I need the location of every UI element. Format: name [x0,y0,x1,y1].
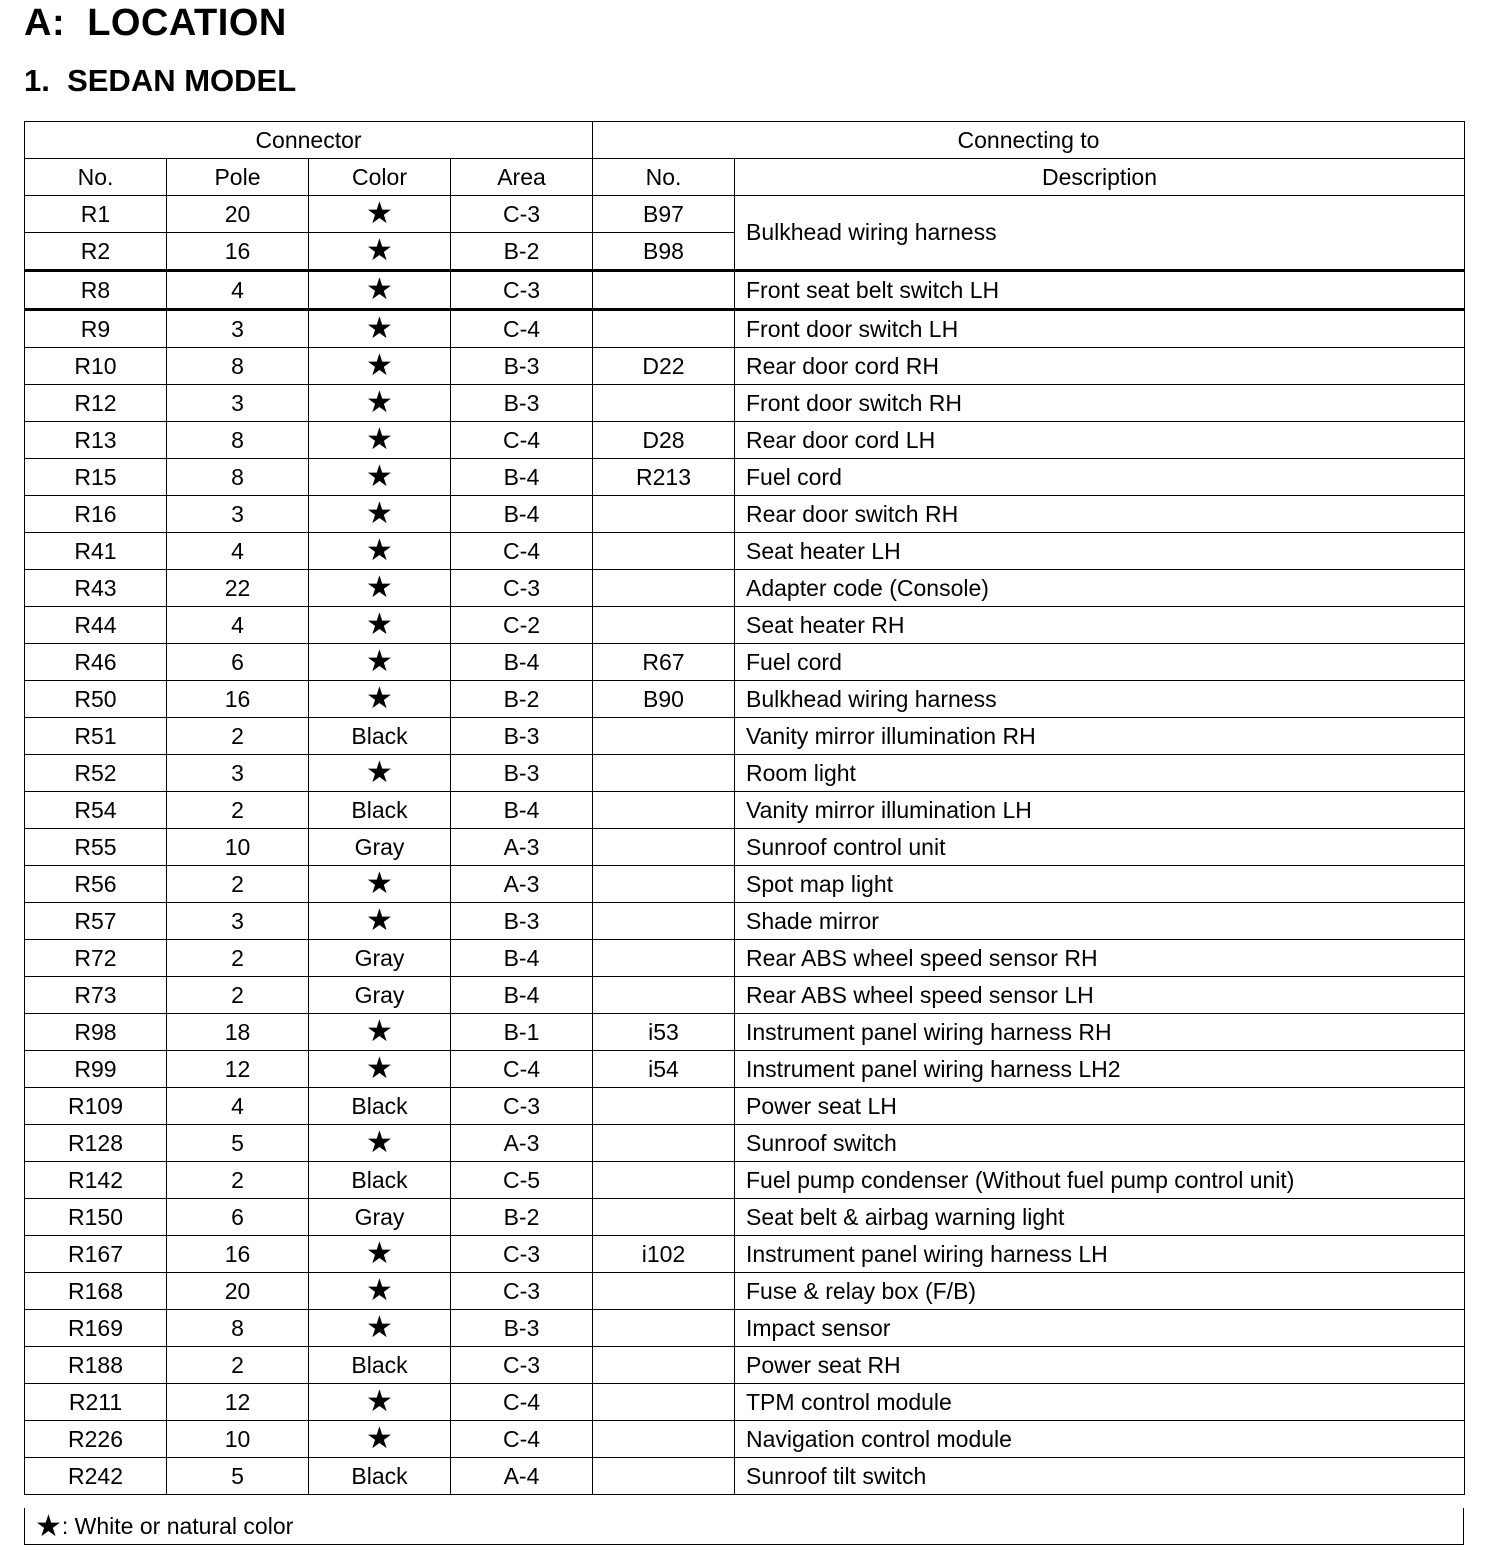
cell-connector-no: R15 [25,459,167,496]
cell-area: B-4 [451,792,593,829]
cell-connecting-no: D22 [593,348,735,385]
star-icon: ★ [309,1125,451,1162]
column-header-color: Color [309,159,451,196]
cell-description: Fuse & relay box (F/B) [735,1273,1465,1310]
column-header-row [25,159,1465,196]
cell-connecting-no [593,1088,735,1125]
cell-pole: 16 [167,681,309,718]
cell-connector-no: R10 [25,348,167,385]
table-row [25,792,1465,829]
table-row [25,681,1465,718]
cell-description: Sunroof tilt switch [735,1458,1465,1495]
cell-pole: 16 [167,233,309,271]
cell-color: Black [309,718,451,755]
table-row [25,271,1465,310]
column-header-no: No. [25,159,167,196]
cell-connector-no: R168 [25,1273,167,1310]
star-icon: ★ [309,496,451,533]
cell-pole: 10 [167,829,309,866]
cell-connector-no: R44 [25,607,167,644]
cell-description: Bulkhead wiring harness [735,196,1465,271]
cell-color: Black [309,1458,451,1495]
cell-connector-no: R226 [25,1421,167,1458]
table-row [25,1347,1465,1384]
cell-connector-no: R55 [25,829,167,866]
table-row [25,310,1465,348]
group-header-row [25,122,1465,159]
cell-description: TPM control module [735,1384,1465,1421]
group-header-connecting-to: Connecting to [593,122,1465,159]
cell-connector-no: R16 [25,496,167,533]
cell-description: Vanity mirror illumination LH [735,792,1465,829]
column-header-description: Description [735,159,1465,196]
cell-pole: 3 [167,310,309,348]
cell-description: Fuel cord [735,644,1465,681]
cell-connecting-no [593,1273,735,1310]
table-row [25,496,1465,533]
star-icon: ★ [35,1510,62,1543]
cell-pole: 3 [167,496,309,533]
table-row [25,533,1465,570]
cell-connecting-no [593,940,735,977]
cell-connecting-no [593,533,735,570]
star-icon: ★ [309,1310,451,1347]
cell-pole: 16 [167,1236,309,1273]
cell-area: C-2 [451,607,593,644]
cell-pole: 8 [167,1310,309,1347]
cell-pole: 5 [167,1125,309,1162]
cell-connector-no: R43 [25,570,167,607]
cell-connecting-no [593,1458,735,1495]
star-icon: ★ [309,310,451,348]
cell-area: C-3 [451,570,593,607]
table-row [25,385,1465,422]
legend-footer [24,1508,1464,1545]
table-row [25,348,1465,385]
cell-area: C-4 [451,1051,593,1088]
star-icon: ★ [309,1421,451,1458]
cell-pole: 2 [167,977,309,1014]
cell-connecting-no [593,1347,735,1384]
cell-area: C-3 [451,196,593,233]
cell-pole: 22 [167,570,309,607]
cell-connecting-no: B90 [593,681,735,718]
cell-connector-no: R109 [25,1088,167,1125]
cell-connecting-no [593,385,735,422]
cell-area: C-4 [451,422,593,459]
cell-connecting-no [593,718,735,755]
star-icon: ★ [309,385,451,422]
cell-connecting-no [593,829,735,866]
cell-connector-no: R73 [25,977,167,1014]
star-icon: ★ [309,1384,451,1421]
cell-connector-no: R128 [25,1125,167,1162]
cell-description: Seat heater LH [735,533,1465,570]
cell-pole: 2 [167,718,309,755]
cell-description: Rear ABS wheel speed sensor LH [735,977,1465,1014]
cell-description: Navigation control module [735,1421,1465,1458]
cell-area: C-3 [451,1273,593,1310]
cell-pole: 8 [167,348,309,385]
star-icon: ★ [309,422,451,459]
cell-description: Sunroof control unit [735,829,1465,866]
cell-connecting-no [593,1199,735,1236]
cell-connector-no: R13 [25,422,167,459]
cell-description: Instrument panel wiring harness RH [735,1014,1465,1051]
cell-color: Gray [309,940,451,977]
cell-connector-no: R242 [25,1458,167,1495]
table-row [25,459,1465,496]
cell-connecting-no: i102 [593,1236,735,1273]
cell-description: Rear door cord LH [735,422,1465,459]
cell-pole: 4 [167,271,309,310]
cell-description: Power seat LH [735,1088,1465,1125]
cell-pole: 2 [167,1162,309,1199]
cell-color: Black [309,792,451,829]
cell-connecting-no [593,1125,735,1162]
cell-area: B-3 [451,903,593,940]
cell-connecting-no [593,792,735,829]
cell-area: B-2 [451,233,593,271]
table-row [25,718,1465,755]
connector-table [24,121,1465,1495]
cell-connector-no: R150 [25,1199,167,1236]
cell-description: Fuel pump condenser (Without fuel pump control unit) [735,1162,1465,1199]
table-row [25,1199,1465,1236]
cell-connector-no: R8 [25,271,167,310]
cell-pole: 12 [167,1051,309,1088]
cell-connecting-no [593,1310,735,1347]
cell-description: Sunroof switch [735,1125,1465,1162]
cell-connector-no: R2 [25,233,167,271]
cell-pole: 10 [167,1421,309,1458]
cell-color: Black [309,1162,451,1199]
cell-description: Bulkhead wiring harness [735,681,1465,718]
page-heading: A: LOCATION [24,2,287,44]
cell-pole: 4 [167,607,309,644]
column-header-to-no: No. [593,159,735,196]
cell-connector-no: R211 [25,1384,167,1421]
cell-connecting-no [593,570,735,607]
cell-color: Black [309,1347,451,1384]
cell-connector-no: R56 [25,866,167,903]
cell-connecting-no [593,866,735,903]
cell-description: Front door switch LH [735,310,1465,348]
table-row [25,1421,1465,1458]
table-row [25,1088,1465,1125]
cell-connector-no: R54 [25,792,167,829]
cell-connector-no: R46 [25,644,167,681]
cell-connector-no: R188 [25,1347,167,1384]
cell-description: Shade mirror [735,903,1465,940]
cell-connecting-no [593,903,735,940]
cell-pole: 6 [167,644,309,681]
table-row [25,644,1465,681]
legend-text: : White or natural color [61,1513,294,1539]
star-icon: ★ [309,1236,451,1273]
section-heading: 1. SEDAN MODEL [24,63,297,98]
table-row [25,607,1465,644]
cell-area: A-3 [451,829,593,866]
cell-area: B-1 [451,1014,593,1051]
table-row [25,1014,1465,1051]
cell-pole: 20 [167,196,309,233]
star-icon: ★ [309,866,451,903]
cell-connector-no: R9 [25,310,167,348]
star-icon: ★ [309,607,451,644]
table-row [25,866,1465,903]
cell-area: A-3 [451,1125,593,1162]
star-icon: ★ [309,233,451,271]
cell-description: Instrument panel wiring harness LH2 [735,1051,1465,1088]
star-icon: ★ [309,903,451,940]
cell-area: B-2 [451,1199,593,1236]
cell-connector-no: R41 [25,533,167,570]
cell-pole: 2 [167,940,309,977]
cell-area: B-4 [451,496,593,533]
cell-description: Rear door cord RH [735,348,1465,385]
group-header-connector: Connector [25,122,593,159]
cell-pole: 5 [167,1458,309,1495]
cell-area: C-5 [451,1162,593,1199]
cell-area: C-4 [451,533,593,570]
cell-description: Spot map light [735,866,1465,903]
star-icon: ★ [309,1014,451,1051]
cell-pole: 3 [167,903,309,940]
cell-connecting-no: D28 [593,422,735,459]
cell-pole: 18 [167,1014,309,1051]
cell-connecting-no [593,1162,735,1199]
cell-connector-no: R1 [25,196,167,233]
table-row [25,1458,1465,1495]
star-icon: ★ [309,570,451,607]
star-icon: ★ [309,348,451,385]
cell-color: Gray [309,977,451,1014]
cell-connector-no: R169 [25,1310,167,1347]
cell-area: A-4 [451,1458,593,1495]
table-row [25,196,1465,233]
cell-description: Instrument panel wiring harness LH [735,1236,1465,1273]
star-icon: ★ [309,459,451,496]
cell-description: Rear ABS wheel speed sensor RH [735,940,1465,977]
cell-connecting-no [593,1421,735,1458]
cell-color: Black [309,1088,451,1125]
cell-area: C-3 [451,1347,593,1384]
cell-pole: 4 [167,1088,309,1125]
cell-connecting-no [593,977,735,1014]
cell-description: Front door switch RH [735,385,1465,422]
cell-connector-no: R50 [25,681,167,718]
cell-description: Seat heater RH [735,607,1465,644]
cell-connector-no: R51 [25,718,167,755]
cell-area: A-3 [451,866,593,903]
cell-area: C-4 [451,1384,593,1421]
cell-description: Impact sensor [735,1310,1465,1347]
cell-connector-no: R12 [25,385,167,422]
cell-area: B-4 [451,459,593,496]
cell-description: Adapter code (Console) [735,570,1465,607]
cell-connector-no: R142 [25,1162,167,1199]
star-icon: ★ [309,533,451,570]
cell-area: B-2 [451,681,593,718]
cell-area: C-4 [451,310,593,348]
cell-description: Front seat belt switch LH [735,271,1465,310]
table-row [25,1273,1465,1310]
cell-pole: 2 [167,792,309,829]
cell-area: B-4 [451,940,593,977]
cell-area: B-3 [451,718,593,755]
cell-description: Room light [735,755,1465,792]
cell-color: Gray [309,829,451,866]
cell-description: Power seat RH [735,1347,1465,1384]
cell-pole: 8 [167,459,309,496]
cell-area: B-4 [451,977,593,1014]
cell-pole: 3 [167,385,309,422]
cell-pole: 4 [167,533,309,570]
cell-connector-no: R167 [25,1236,167,1273]
table-row [25,1384,1465,1421]
cell-pole: 8 [167,422,309,459]
cell-area: C-3 [451,1088,593,1125]
table-row [25,1310,1465,1347]
cell-pole: 3 [167,755,309,792]
table-row [25,940,1465,977]
column-header-pole: Pole [167,159,309,196]
cell-connector-no: R57 [25,903,167,940]
table-body [25,196,1465,1495]
table-row [25,903,1465,940]
cell-area: B-3 [451,385,593,422]
cell-pole: 6 [167,1199,309,1236]
cell-area: B-4 [451,644,593,681]
cell-connecting-no [593,496,735,533]
cell-description: Seat belt & airbag warning light [735,1199,1465,1236]
star-icon: ★ [309,755,451,792]
table-row [25,977,1465,1014]
cell-pole: 2 [167,1347,309,1384]
table-row [25,422,1465,459]
cell-description: Rear door switch RH [735,496,1465,533]
cell-color: Gray [309,1199,451,1236]
cell-connecting-no [593,310,735,348]
table-row [25,1236,1465,1273]
cell-connecting-no: B98 [593,233,735,271]
cell-connecting-no [593,1384,735,1421]
cell-pole: 2 [167,866,309,903]
cell-connector-no: R99 [25,1051,167,1088]
cell-area: B-3 [451,1310,593,1347]
cell-area: C-3 [451,1236,593,1273]
cell-connector-no: R98 [25,1014,167,1051]
cell-connecting-no: B97 [593,196,735,233]
table-row [25,1051,1465,1088]
table-row [25,570,1465,607]
table-row [25,829,1465,866]
cell-connecting-no: R213 [593,459,735,496]
cell-pole: 12 [167,1384,309,1421]
star-icon: ★ [309,196,451,233]
cell-area: B-3 [451,348,593,385]
cell-area: C-3 [451,271,593,310]
cell-connector-no: R72 [25,940,167,977]
cell-connecting-no: R67 [593,644,735,681]
cell-connecting-no [593,271,735,310]
table-row [25,755,1465,792]
star-icon: ★ [309,1273,451,1310]
cell-connecting-no [593,755,735,792]
cell-connecting-no: i53 [593,1014,735,1051]
cell-connector-no: R52 [25,755,167,792]
cell-area: B-3 [451,755,593,792]
cell-description: Fuel cord [735,459,1465,496]
cell-description: Vanity mirror illumination RH [735,718,1465,755]
cell-connecting-no [593,607,735,644]
star-icon: ★ [309,681,451,718]
cell-area: C-4 [451,1421,593,1458]
table-row [25,1125,1465,1162]
cell-connecting-no: i54 [593,1051,735,1088]
star-icon: ★ [309,644,451,681]
table-row [25,1162,1465,1199]
cell-pole: 20 [167,1273,309,1310]
column-header-area: Area [451,159,593,196]
star-icon: ★ [309,271,451,310]
star-icon: ★ [309,1051,451,1088]
